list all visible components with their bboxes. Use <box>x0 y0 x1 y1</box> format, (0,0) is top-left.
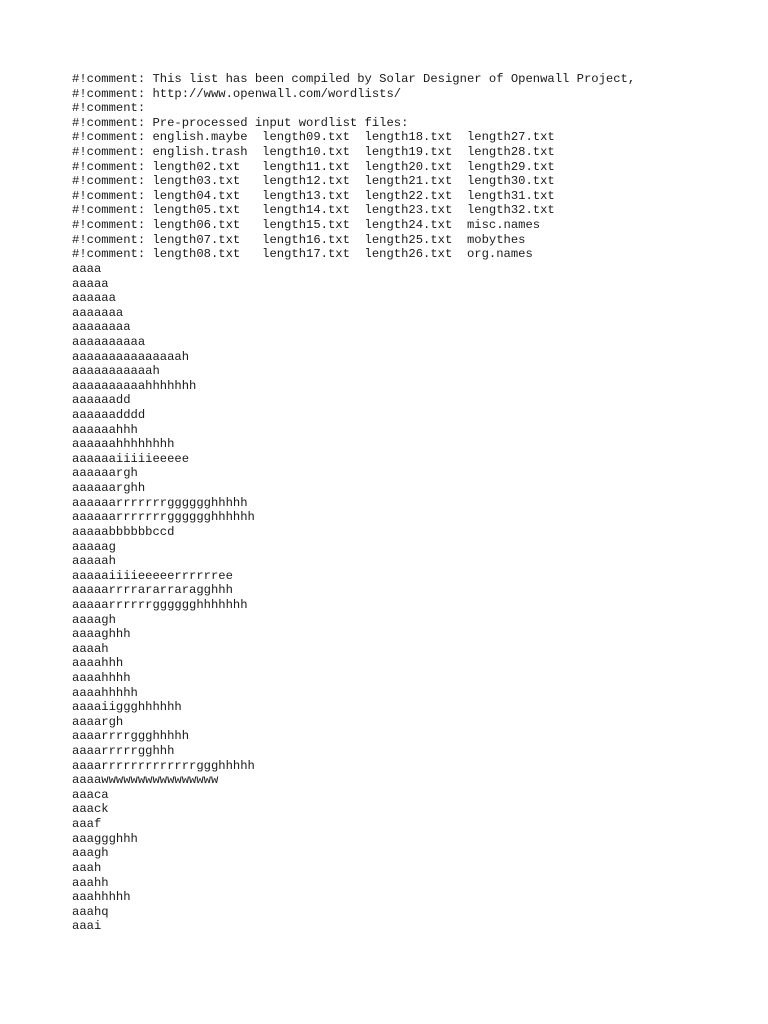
text-line: aaaaarrrrrrgggggghhhhhhh <box>72 597 248 612</box>
text-line: aaaahhh <box>72 656 124 671</box>
text-line: aaaah <box>72 641 109 656</box>
text-line: #!comment: length04.txt length13.txt length22.txt length31.txt <box>72 188 555 203</box>
text-line: #!comment: <box>72 101 146 116</box>
text-line: aaaaaadddd <box>72 408 146 423</box>
text-line: aaaaaahhhhhhhh <box>72 437 175 452</box>
text-line: aaaaaadd <box>72 393 131 408</box>
text-line: aaagh <box>72 846 109 861</box>
text-line: aaaarrrrrrrrrrrrrggghhhhh <box>72 758 255 773</box>
text-line: aaaaarrrrararraragghhh <box>72 583 233 598</box>
text-line: #!comment: http://www.openwall.com/wordlists/ <box>72 86 402 101</box>
text-line: aaaaaahhh <box>72 422 138 437</box>
text-line: aaaf <box>72 817 102 832</box>
text-line: aaaaa <box>72 276 109 291</box>
text-line: aaahq <box>72 904 109 919</box>
text-line: aaaaag <box>72 539 116 554</box>
text-line: #!comment: length06.txt length15.txt length24.txt misc.names <box>72 218 541 233</box>
text-line: aaaaaa <box>72 291 116 306</box>
text-line: #!comment: length07.txt length16.txt length25.txt mobythes <box>72 232 526 247</box>
text-line: aaaaaaaaaaah <box>72 364 160 379</box>
text-line: aaaaaargh <box>72 466 138 481</box>
text-line: aaaarrrrggghhhhh <box>72 729 190 744</box>
text-line: aaaaaiiiieeeeerrrrrree <box>72 568 233 583</box>
text-line: aaaahhhhh <box>72 685 138 700</box>
wordlist-document <box>72 72 752 934</box>
text-line: aaack <box>72 802 109 817</box>
text-line: aaaagh <box>72 612 116 627</box>
text-line: #!comment: length02.txt length11.txt length20.txt length29.txt <box>72 159 555 174</box>
text-line: aaah <box>72 860 102 875</box>
text-line: aaaahhhh <box>72 670 131 685</box>
text-line: aaaaghhh <box>72 627 131 642</box>
text-line: aaaggghhh <box>72 831 138 846</box>
text-line: aaaaiiggghhhhhh <box>72 700 182 715</box>
text-line: aaaaaaiiiiieeeee <box>72 451 190 466</box>
text-line: aaaca <box>72 787 109 802</box>
text-line: #!comment: english.maybe length09.txt length18.txt length27.txt <box>72 130 555 145</box>
text-line: aaai <box>72 919 102 934</box>
text-line: aaahh <box>72 875 109 890</box>
text-line: aaaawwwwwwwwwwwwwwww <box>72 773 219 788</box>
text-line: aaaaah <box>72 554 116 569</box>
text-line: aaaaaaaaaa <box>72 334 146 349</box>
text-line: #!comment: length08.txt length17.txt length26.txt org.names <box>72 247 533 262</box>
text-line: aaaarrrrrgghhh <box>72 744 175 759</box>
text-line: aaahhhhh <box>72 890 131 905</box>
text-line: aaaaaaaa <box>72 320 131 335</box>
text-line: aaaaaaa <box>72 305 124 320</box>
text-line: aaaa <box>72 261 102 276</box>
text-line: aaaaabbbbbbccd <box>72 524 175 539</box>
text-line: aaaaaaaaaahhhhhhh <box>72 378 197 393</box>
text-line: aaaaaarrrrrrrgggggghhhhh <box>72 495 248 510</box>
text-line: #!comment: Pre-processed input wordlist files: <box>72 115 409 130</box>
text-line: aaaargh <box>72 714 124 729</box>
text-line: #!comment: english.trash length10.txt length19.txt length28.txt <box>72 145 555 160</box>
text-line: aaaaaarrrrrrrgggggghhhhhh <box>72 510 255 525</box>
text-line: #!comment: This list has been compiled by Solar Designer of Openwall Project, <box>72 72 636 86</box>
text-line: aaaaaarghh <box>72 481 146 496</box>
text-line: aaaaaaaaaaaaaaah <box>72 349 190 364</box>
text-line: #!comment: length05.txt length14.txt length23.txt length32.txt <box>72 203 555 218</box>
text-line: #!comment: length03.txt length12.txt length21.txt length30.txt <box>72 174 555 189</box>
